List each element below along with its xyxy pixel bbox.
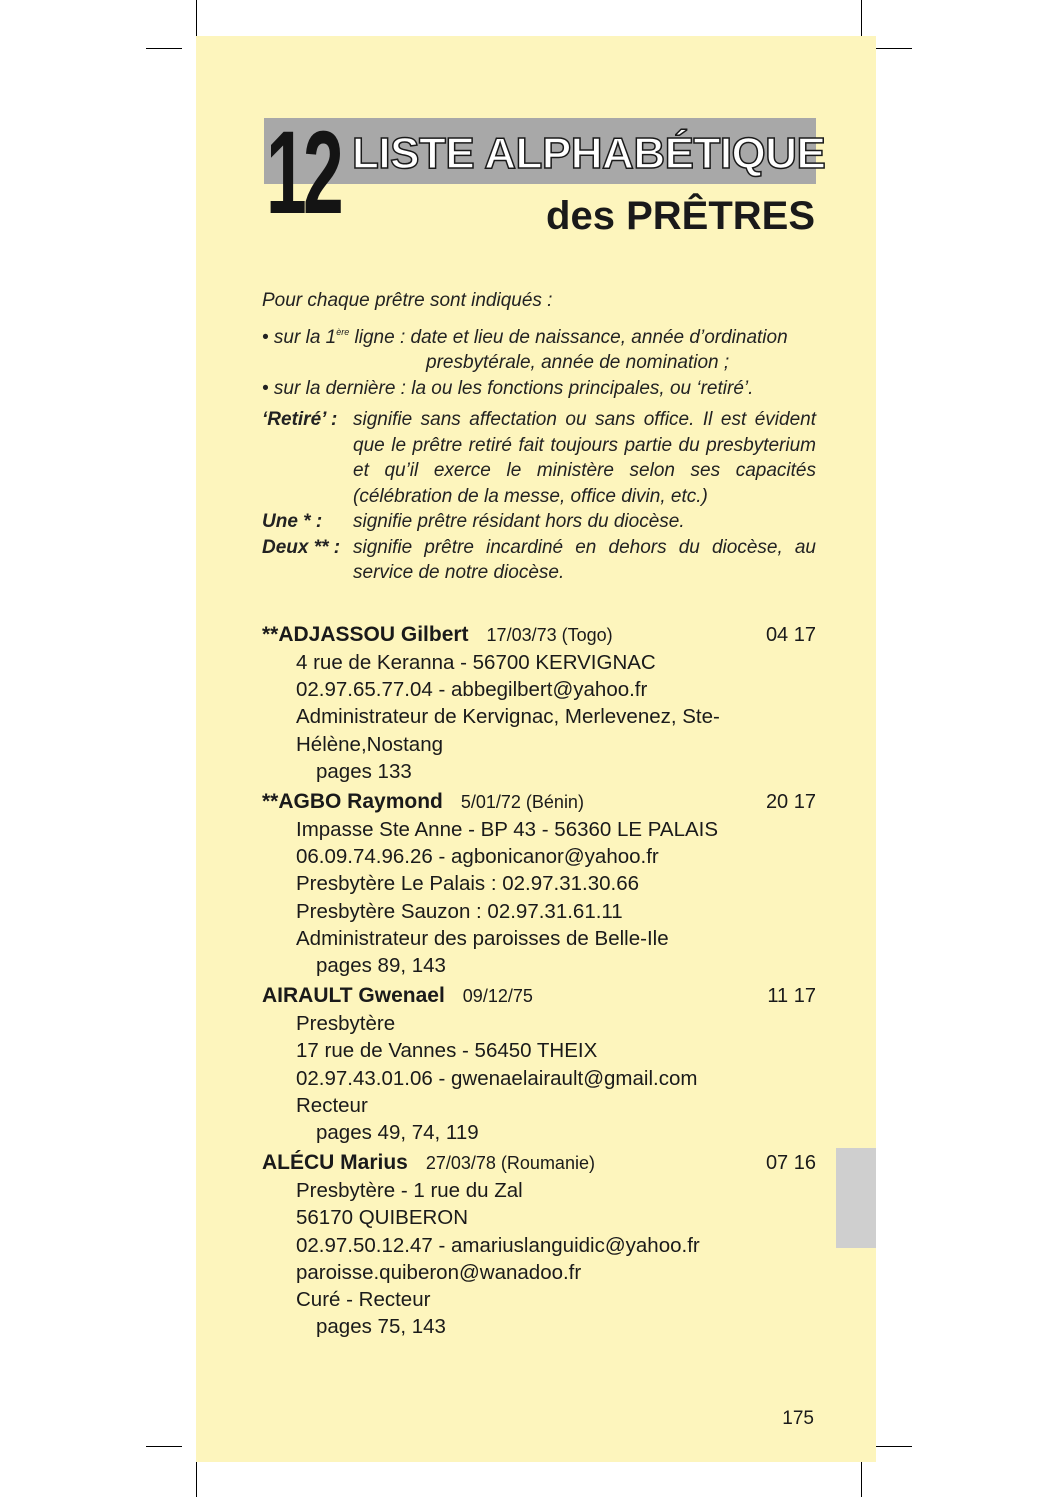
entry-detail-line: 02.97.65.77.04 - abbegilbert@yahoo.fr — [296, 678, 648, 702]
crop-mark — [196, 0, 197, 36]
priest-name: **ADJASSOU Gilbert — [262, 623, 469, 646]
entry-pages: pages 133 — [316, 759, 412, 783]
crop-mark — [861, 1461, 862, 1497]
entry-detail-line: Curé - Recteur — [296, 1288, 431, 1312]
chapter-number: 12 — [266, 107, 340, 239]
crop-mark — [861, 0, 862, 36]
entry-detail-line: 4 rue de Keranna - 56700 KERVIGNAC — [296, 651, 656, 674]
entry-detail-line: Presbytère - 1 rue du Zal — [296, 1179, 523, 1203]
definition-term: Une * : — [262, 511, 323, 532]
entry-header — [262, 620, 816, 649]
definition-desc: signifie prêtre incardiné en dehors du diocèse, au service de notre diocèse. — [353, 536, 816, 583]
definition-desc: signifie prêtre résidant hors du diocèse. — [353, 511, 685, 532]
bullet-text: • sur la 1 — [262, 326, 337, 348]
ordination-nomination-years: 11 17 — [767, 985, 816, 1008]
entry-detail-line: paroisse.quiberon@wanadoo.fr — [296, 1260, 582, 1284]
ordination-nomination-years: 07 16 — [765, 1152, 816, 1175]
chapter-title: LISTE ALPHABÉTIQUE — [352, 129, 826, 178]
entry-detail-line: Administrateur de Kervignac, Merlevenez, Ste- — [296, 705, 720, 729]
crop-mark — [876, 1446, 912, 1447]
definition-item — [262, 535, 816, 586]
priest-name: AIRAULT Gwenael — [262, 984, 445, 1008]
priest-entry — [262, 1148, 816, 1340]
definition-term: ‘Retiré’ : — [262, 409, 338, 430]
crop-mark — [146, 1446, 182, 1447]
crop-mark — [196, 1461, 197, 1497]
definition-term: Deux ** : — [262, 536, 341, 558]
entry-pages: pages 75, 143 — [316, 1315, 446, 1339]
entry-detail-line: Hélène,Nostang — [296, 732, 444, 756]
entry-detail-line: 02.97.50.12.47 - amariuslanguidic@yahoo.fr — [296, 1233, 700, 1257]
entry-header — [262, 1148, 816, 1177]
crop-mark — [876, 48, 912, 49]
intro-bullet-continuation: presbytérale, année de nomination ; — [426, 352, 730, 373]
entry-header — [262, 981, 816, 1010]
entry-detail-line: Presbytère Le Palais : 02.97.31.30.66 — [296, 872, 640, 896]
definitions-list — [262, 407, 816, 586]
entry-detail-line: Recteur — [296, 1093, 368, 1117]
priest-name: ALÉCU Marius — [262, 1151, 408, 1175]
definition-item — [262, 407, 816, 509]
section-tab-marker — [836, 1148, 876, 1248]
entry-detail-line: Presbytère — [296, 1012, 396, 1036]
priest-entry — [262, 787, 816, 979]
entry-detail-line: 06.09.74.96.26 - agbonicanor@yahoo.fr — [296, 845, 659, 869]
intro-lead: Pour chaque prêtre sont indiqués : — [262, 290, 553, 311]
priest-list — [262, 620, 816, 1342]
birth-info: 5/01/72 (Bénin) — [460, 792, 584, 813]
priest-entry — [262, 981, 816, 1146]
birth-info: 09/12/75 — [462, 986, 533, 1007]
chapter-subtitle: des PRÊTRES — [546, 194, 815, 238]
entry-pages: pages 89, 143 — [316, 954, 446, 978]
entry-detail-line: Presbytère Sauzon : 02.97.31.61.11 — [296, 899, 623, 923]
entry-detail-line: Administrateur des paroisses de Belle-Ile — [296, 926, 669, 950]
intro-block — [262, 288, 816, 586]
intro-bullet-last-line: • sur la dernière : la ou les fonctions principales, ou ‘retiré’. — [262, 377, 754, 399]
crop-mark — [146, 48, 182, 49]
entry-detail-line: 02.97.43.01.06 - gwenaelairault@gmail.com — [296, 1066, 698, 1090]
entry-header — [262, 787, 816, 816]
page-number: 175 — [782, 1408, 814, 1429]
ordinal-superscript: ère — [336, 326, 350, 337]
birth-info: 27/03/78 (Roumanie) — [425, 1153, 595, 1174]
definition-desc: signifie sans affectation ou sans office. Il est évident que le prêtre retiré fait toujours partie du presbyterium et qu’il exerce le ministère selon ses capacités (célébration de la messe, office divin, etc.) — [353, 409, 816, 507]
intro-bullet-first-line — [262, 320, 816, 351]
entry-detail-line: 17 rue de Vannes - 56450 THEIX — [296, 1039, 598, 1063]
bullet-text: ligne : date et lieu de naissance, année d’ordination — [349, 326, 788, 348]
entry-detail-line: 56170 QUIBERON — [296, 1206, 469, 1230]
entry-detail-line: Impasse Ste Anne - BP 43 - 56360 LE PALAIS — [296, 818, 719, 842]
ordination-nomination-years: 20 17 — [765, 791, 816, 814]
priest-entry — [262, 620, 816, 785]
priest-name: **AGBO Raymond — [262, 790, 443, 814]
definition-item — [262, 509, 816, 535]
ordination-nomination-years: 04 17 — [765, 624, 816, 646]
birth-info: 17/03/73 (Togo) — [486, 625, 613, 645]
entry-pages: pages 49, 74, 119 — [316, 1121, 479, 1145]
